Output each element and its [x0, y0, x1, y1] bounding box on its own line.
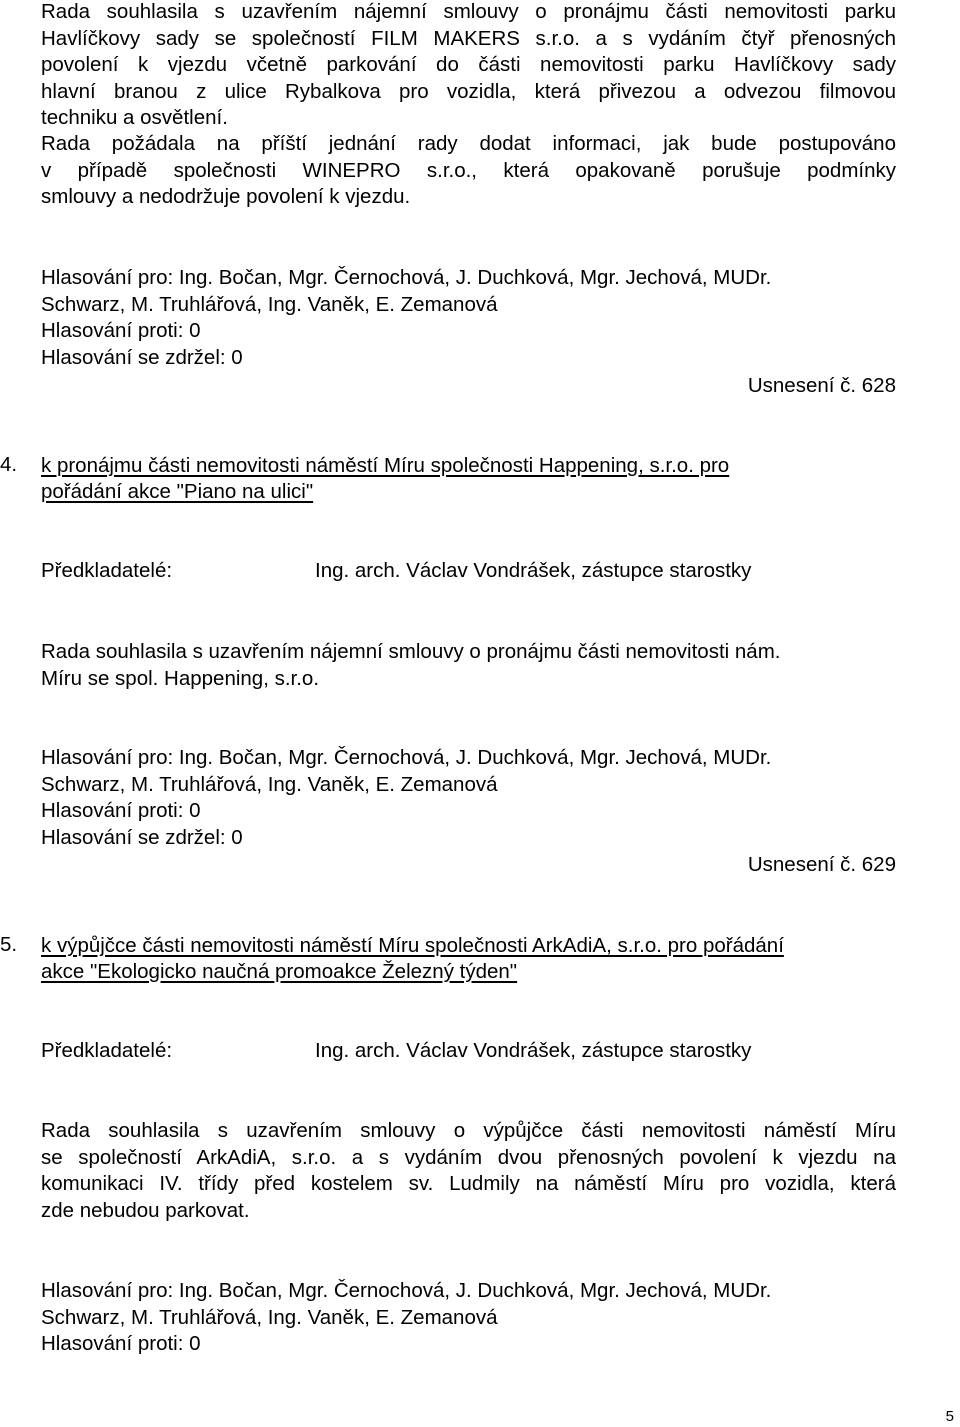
paragraph-line: techniku a osvětlení.: [41, 106, 228, 129]
vote-for-continued: Schwarz, M. Truhlářová, Ing. Vaněk, E. Zemanová: [41, 292, 498, 316]
vote-against: Hlasování proti: 0: [41, 1332, 201, 1355]
item-number-5: 5.: [0, 933, 18, 956]
decision-paragraph-happening: [41, 639, 896, 692]
paragraph-line: povolení k vjezdu včetně parkování do části nemovitosti parku Havlíčkovy sady: [41, 53, 896, 76]
item-title-4: [41, 453, 841, 505]
item-title-line: akce "Ekologicko naučná promoakce Železný týden": [41, 960, 518, 983]
vote-for: Hlasování pro: Ing. Bočan, Mgr. Černochová, J. Duchková, Mgr. Jechová, MUDr.: [41, 1279, 772, 1302]
item-title-5: [41, 933, 901, 985]
vote-block-628: [41, 265, 896, 371]
vote-for: Hlasování pro: Ing. Bočan, Mgr. Černochová, J. Duchková, Mgr. Jechová, MUDr.: [41, 746, 772, 769]
vote-block-item5: [41, 1278, 896, 1358]
resolution-number-629: Usnesení č. 629: [747, 853, 896, 876]
item-title-line: pořádání akce "Piano na ulici": [41, 480, 314, 503]
paragraph-line: komunikaci IV. třídy před kostelem sv. Ludmily na náměstí Míru pro vozidla, která: [41, 1172, 896, 1195]
page-number: 5: [945, 1408, 954, 1425]
presenter-value: Ing. arch. Václav Vondrášek, zástupce starostky: [315, 1039, 752, 1062]
presenter-value: Ing. arch. Václav Vondrášek, zástupce starostky: [315, 559, 752, 582]
paragraph-line: Havlíčkovy sady se společností FILM MAKERS s.r.o. a s vydáním čtyř přenosných: [41, 26, 896, 50]
vote-for-continued: Schwarz, M. Truhlářová, Ing. Vaněk, E. Zemanová: [41, 1305, 498, 1329]
paragraph-line: Rada souhlasila s uzavřením smlouvy o výpůjčce části nemovitosti náměstí Míru: [41, 1119, 896, 1142]
item-number-4: 4.: [0, 453, 18, 476]
decision-paragraph-filmmakers: [41, 0, 896, 132]
vote-for: Hlasování pro: Ing. Bočan, Mgr. Černochová, J. Duchková, Mgr. Jechová, MUDr.: [41, 266, 772, 289]
vote-abstain: Hlasování se zdržel: 0: [41, 825, 243, 849]
paragraph-line: Rada požádala na příští jednání rady dodat informaci, jak bude postupováno: [41, 132, 896, 155]
presenter-label: Předkladatelé:: [41, 1039, 173, 1062]
presenter-label: Předkladatelé:: [41, 559, 173, 582]
paragraph-line: v případě společnosti WINEPRO s.r.o., která opakovaně porušuje podmínky: [41, 158, 896, 182]
paragraph-line: se společností ArkAdiA, s.r.o. a s vydáním dvou přenosných povolení k vjezdu na: [41, 1145, 896, 1169]
paragraph-line: Rada souhlasila s uzavřením nájemní smlouvy o pronájmu části nemovitosti parku: [41, 0, 896, 23]
paragraph-line: smlouvy a nedodržuje povolení k vjezdu.: [41, 185, 411, 208]
decision-paragraph-arkadia: [41, 1118, 896, 1224]
paragraph-line: Rada souhlasila s uzavřením nájemní smlouvy o pronájmu části nemovitosti nám.: [41, 640, 781, 663]
vote-against: Hlasování proti: 0: [41, 319, 201, 342]
paragraph-line: Míru se spol. Happening, s.r.o.: [41, 666, 320, 690]
paragraph-line: zde nebudou parkovat.: [41, 1198, 250, 1222]
paragraph-line: hlavní branou z ulice Rybalkova pro vozidla, která přivezou a odvezou filmovou: [41, 79, 896, 103]
vote-block-629: [41, 745, 896, 851]
vote-for-continued: Schwarz, M. Truhlářová, Ing. Vaněk, E. Zemanová: [41, 772, 498, 796]
resolution-number-628: Usnesení č. 628: [747, 374, 896, 397]
item-title-line: k pronájmu části nemovitosti náměstí Míru společnosti Happening, s.r.o. pro: [41, 454, 730, 477]
vote-against: Hlasování proti: 0: [41, 799, 201, 822]
vote-abstain: Hlasování se zdržel: 0: [41, 345, 243, 369]
item-title-line: k výpůjčce části nemovitosti náměstí Míru společnosti ArkAdiA, s.r.o. pro pořádání: [41, 934, 784, 957]
request-paragraph-winepro: [41, 131, 896, 211]
